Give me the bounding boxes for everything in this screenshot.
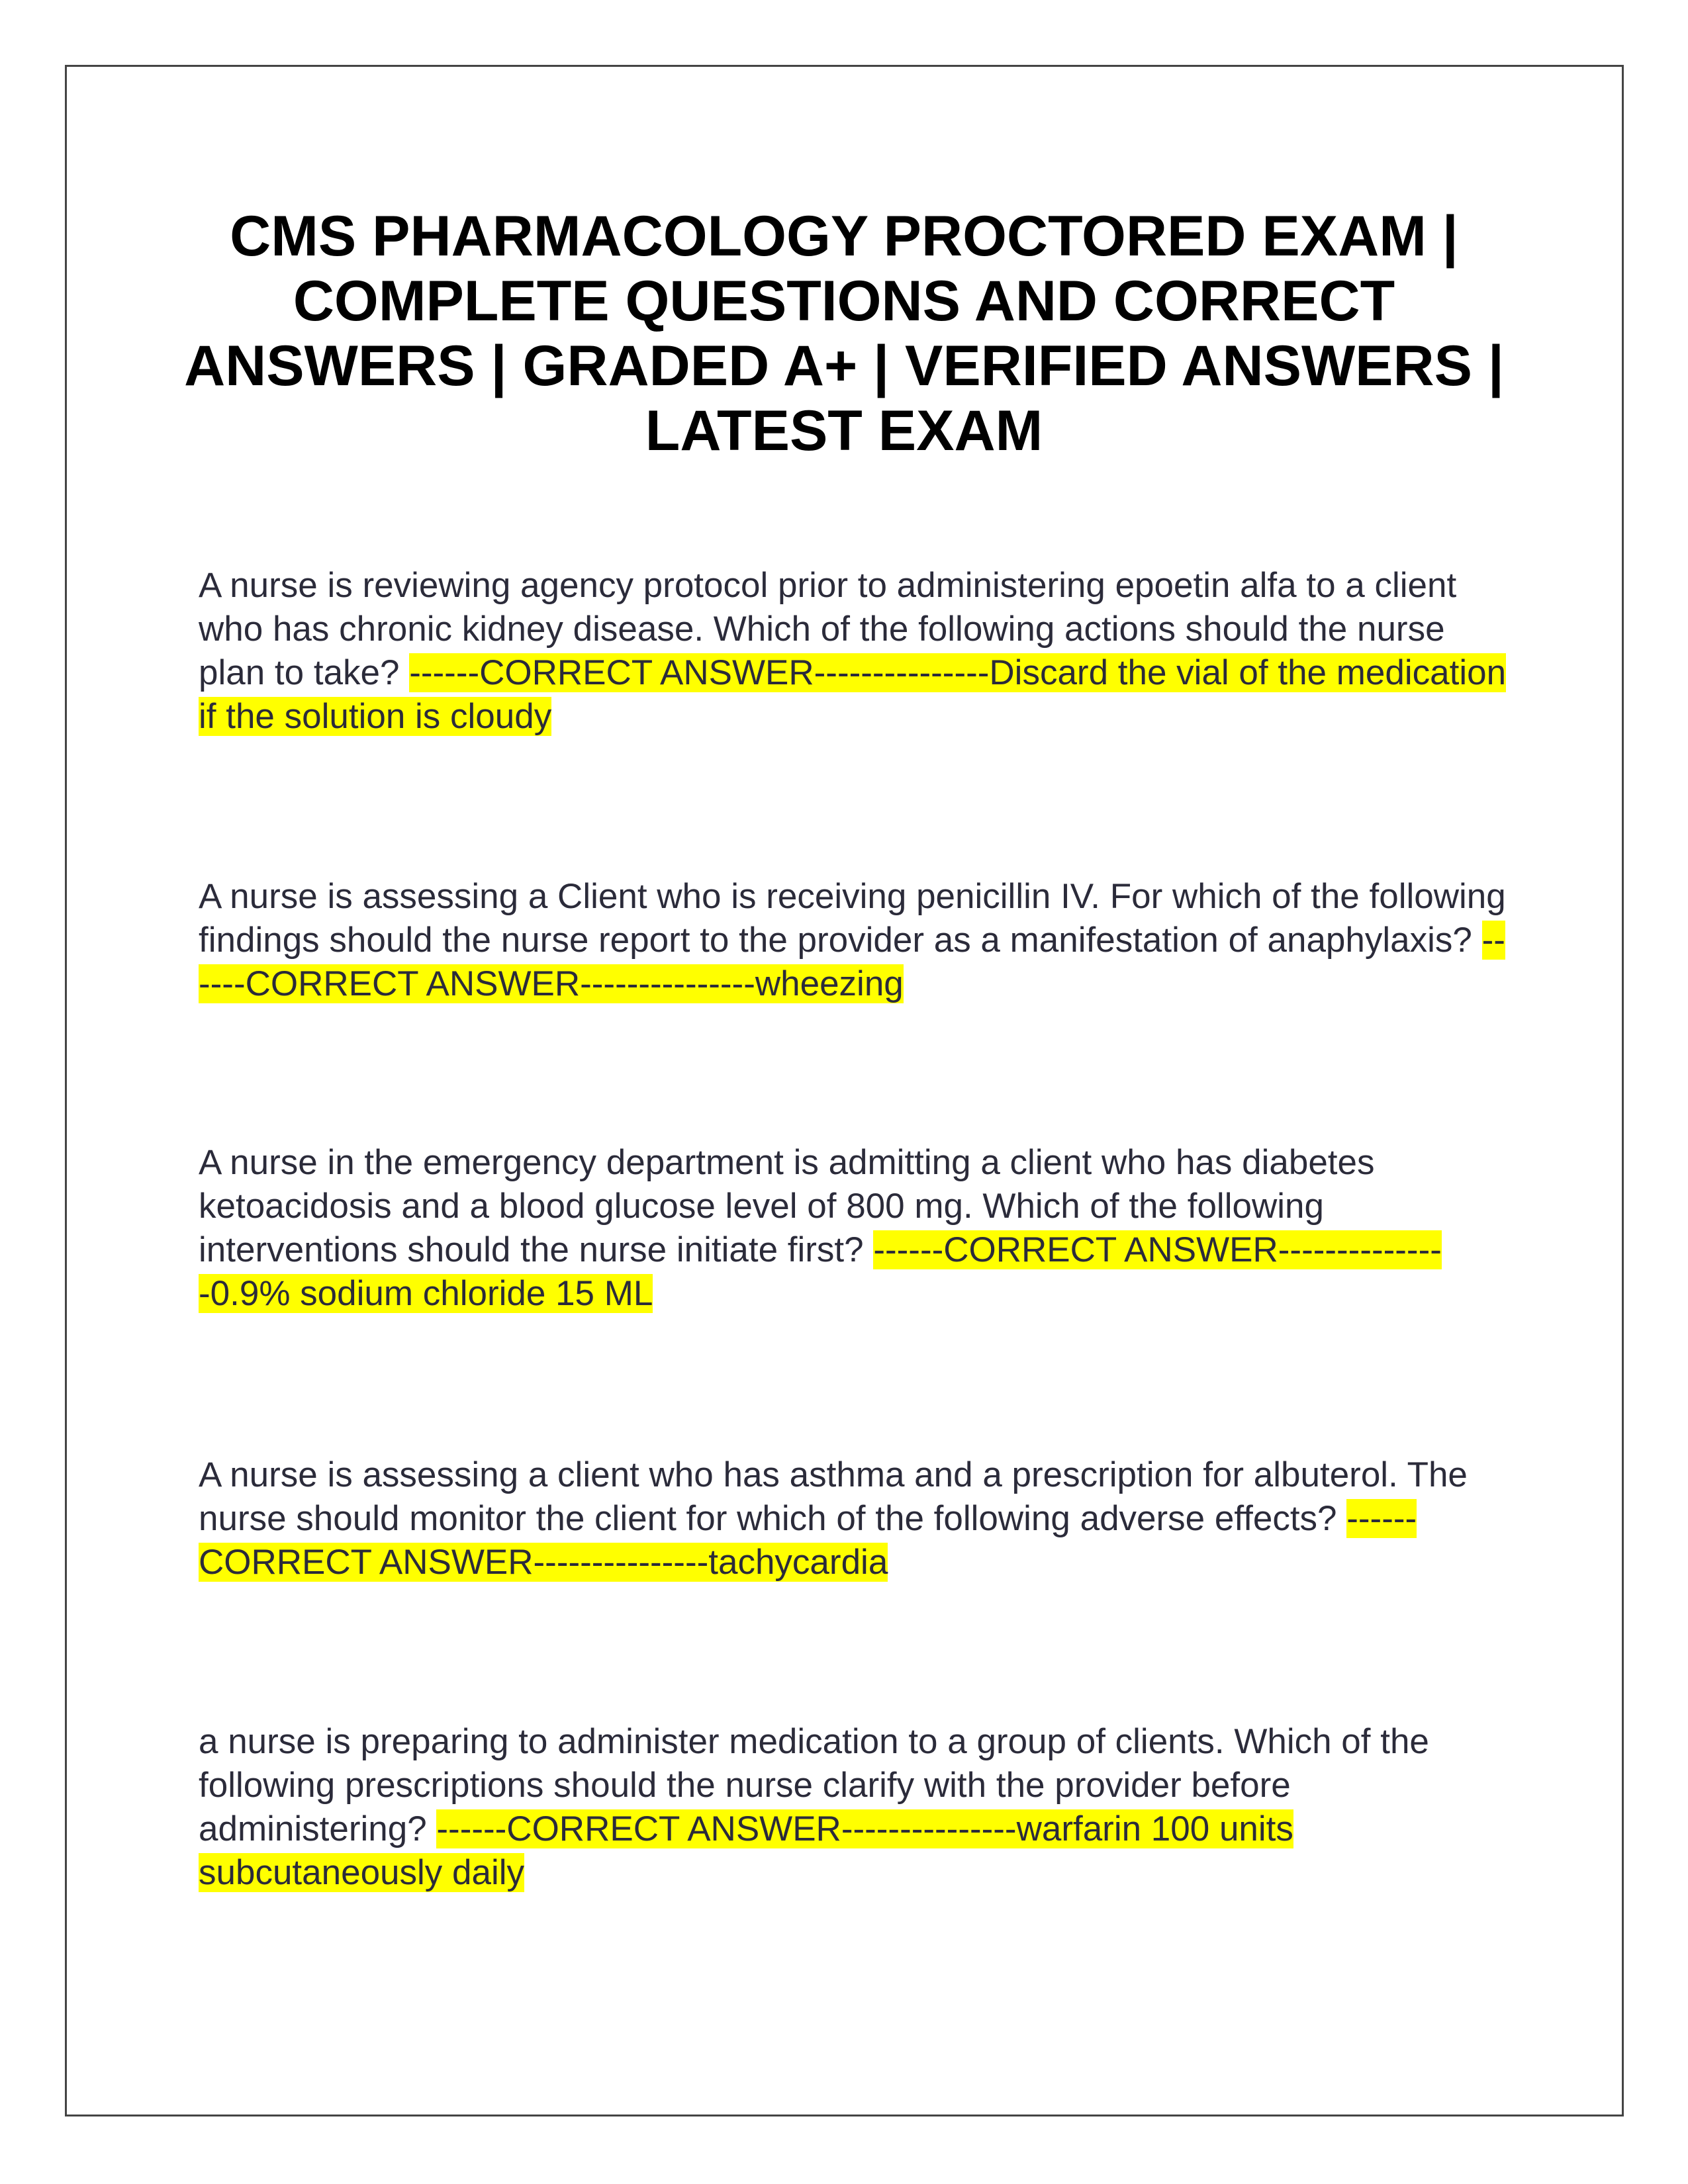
highlighted-answer: ------CORRECT ANSWER---------------warfarin 100 units subcutaneously daily <box>199 1809 1293 1892</box>
highlighted-answer: ------CORRECT ANSWER---------------wheezing <box>199 921 1505 1003</box>
question-text: A nurse in the emergency department is admitting a client who has diabetes ketoacidosis and a blood glucose level of 800 mg. Which of the following interventions should the nurse initiate first? <box>199 1143 1375 1269</box>
highlighted-answer: ------CORRECT ANSWER---------------tachycardia <box>199 1499 1417 1582</box>
document-title: CMS PHARMACOLOGY PROCTORED EXAM | COMPLETE QUESTIONS AND CORRECT ANSWERS | GRADED A+ | VERIFIED ANSWERS | LATEST EXAM <box>184 205 1504 463</box>
qa-item <box>199 1453 1516 1584</box>
question-text: A nurse is assessing a Client who is receiving penicillin IV. For which of the following findings should the nurse report to the provider as a manifestation of anaphylaxis? <box>199 877 1506 960</box>
highlighted-answer: ------CORRECT ANSWER---------------0.9% sodium chloride 15 ML <box>199 1230 1442 1313</box>
qa-item <box>199 1141 1516 1316</box>
question-text: a nurse is preparing to administer medication to a group of clients. Which of the following prescriptions should the nurse clarify with the provider before administering? <box>199 1722 1429 1848</box>
qa-item <box>199 875 1516 1006</box>
question-text: A nurse is reviewing agency protocol prior to administering epoetin alfa to a client who has chronic kidney disease. Which of the following actions should the nurse plan to take? <box>199 566 1457 692</box>
qa-item <box>199 1720 1516 1895</box>
highlighted-answer: ------CORRECT ANSWER---------------Discard the vial of the medication if the solution is cloudy <box>199 653 1507 736</box>
qa-item <box>199 564 1516 739</box>
question-text: A nurse is assessing a client who has asthma and a prescription for albuterol. The nurse should monitor the client for which of the following adverse effects? <box>199 1455 1468 1538</box>
